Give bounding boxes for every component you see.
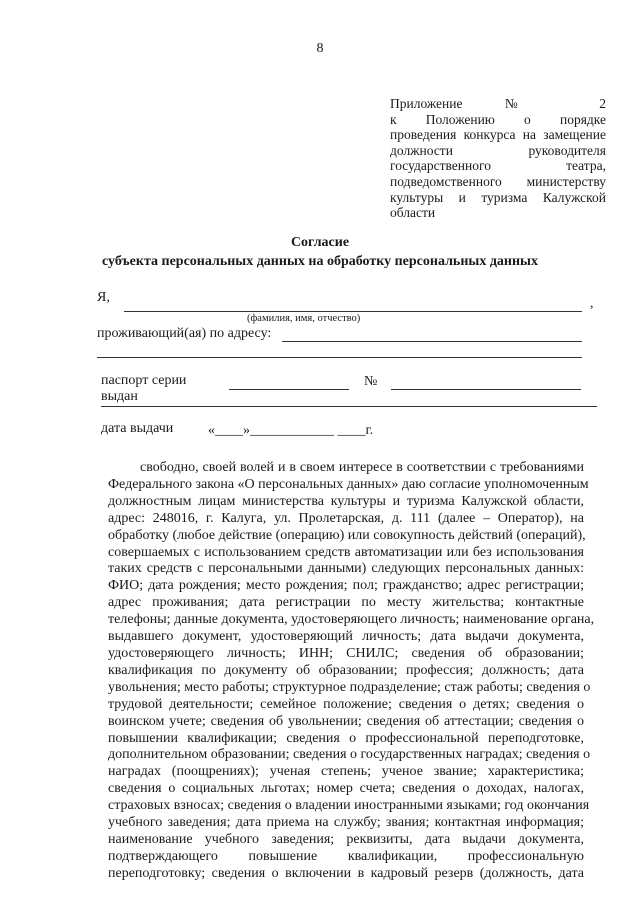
body-line: увольнения; место работы; структурное подразделение; стаж работы; сведения о [108,679,591,695]
body-line: удостоверяющего личность; ИНН; СНИЛС; сведения об образовании; [108,645,584,661]
body-line: повышении квалификации; сведения о профессиональной переподготовке, [108,730,584,746]
body-line: телефоны; данные документа, удостоверяющего личность; наименование органа, [108,612,595,628]
body-line: совершаемых с использованием средств автоматизации или без использования [108,544,584,560]
body-line: подтверждающего повышение квалификации, профессиональную [108,848,584,864]
passport-series-field[interactable] [229,389,349,390]
body-line: наименование учебного заведения; реквизиты, дата выдачи документа, [108,831,584,847]
annex-line: области [390,205,436,221]
annex-line: подведомственного министерству [390,173,606,189]
body-line: переподготовку; сведения о включении в кадровый резерв (должность, дата [108,865,584,881]
address-field-line-2[interactable] [97,357,582,358]
ya-label: Я, [97,290,110,305]
passport-number-field[interactable] [391,389,581,390]
body-line: таких средств с персональными данными) следующих персональных данных: [108,561,584,577]
body-line: страховых взносах; сведения о владении иностранными языками; год окончания [108,798,590,814]
annex-line: должности руководителя [390,142,606,158]
issue-date-field[interactable]: «____»____________ ____г. [208,423,374,438]
annex-line: проведения конкурса на замещение [390,127,606,143]
address-label: проживающий(ая) по адресу: [97,326,272,341]
address-field[interactable] [282,341,582,342]
annex-line: к Положению о порядке [390,111,606,127]
body-line: свободно, своей волей и в своем интересе в соответствии с требованиями [140,460,584,475]
body-line: должностным лицам министерства культуры и туризма Калужской области, [108,493,584,509]
page-number: 8 [316,41,324,56]
document-title: Согласие [290,235,350,250]
body-line: сведения о социальных льготах; номер счета; сведения о доходах, налогах, [108,781,584,797]
passport-series-label: паспорт серии [101,373,187,388]
body-line: адрес: 248016, г. Калуга, ул. Пролетарская, д. 111 (далее – Оператор), на [108,510,584,526]
issue-date-label: дата выдачи [101,421,174,436]
body-line: дополнительном образовании; сведения о государственных наградах; сведения о [108,747,591,763]
document-subtitle: субъекта персональных данных на обработку персональных данных [102,254,538,269]
fio-hint: (фамилия, имя, отчество) [247,313,361,324]
body-line: ФИО; дата рождения; место рождения; пол; гражданство; адрес регистрации; [108,578,584,594]
body-line: Федерального закона «О персональных данных» даю согласие уполномоченным [108,476,589,492]
body-line: обработку (любое действие (операцию) или совокупность действий (операций), [108,527,586,543]
number-sign: № [364,374,378,389]
consent-body [108,460,595,883]
body-line: адрес проживания; дата регистрации по месту жительства; контактные [108,595,584,611]
fio-comma: , [590,296,594,311]
annex-line: государственного театра, [390,158,606,174]
body-line: квалификация по документу об образовании; профессия; должность; дата [108,662,584,678]
body-line: выдавшего документ, удостоверяющий личность; дата выдачи документа, [108,629,584,645]
annex-line: Приложение № 2 [390,96,606,111]
issued-label: выдан [101,389,138,404]
body-line: трудовой деятельности; семейное положение; сведения о детях; сведения о [108,696,584,712]
body-line: воинском учете; сведения об увольнении; сведения об аттестации; сведения о [108,713,584,729]
fio-field[interactable] [124,311,582,312]
issued-by-field[interactable] [101,406,597,407]
body-line: наградах (поощрениях); ученая степень; ученое звание; характеристика; [108,764,584,780]
annex-line: культуры и туризма Калужской [390,189,606,205]
body-line: учебного заведения; дата приема на службу; звания; контактная информация; [108,815,584,831]
annex-header [390,96,606,221]
